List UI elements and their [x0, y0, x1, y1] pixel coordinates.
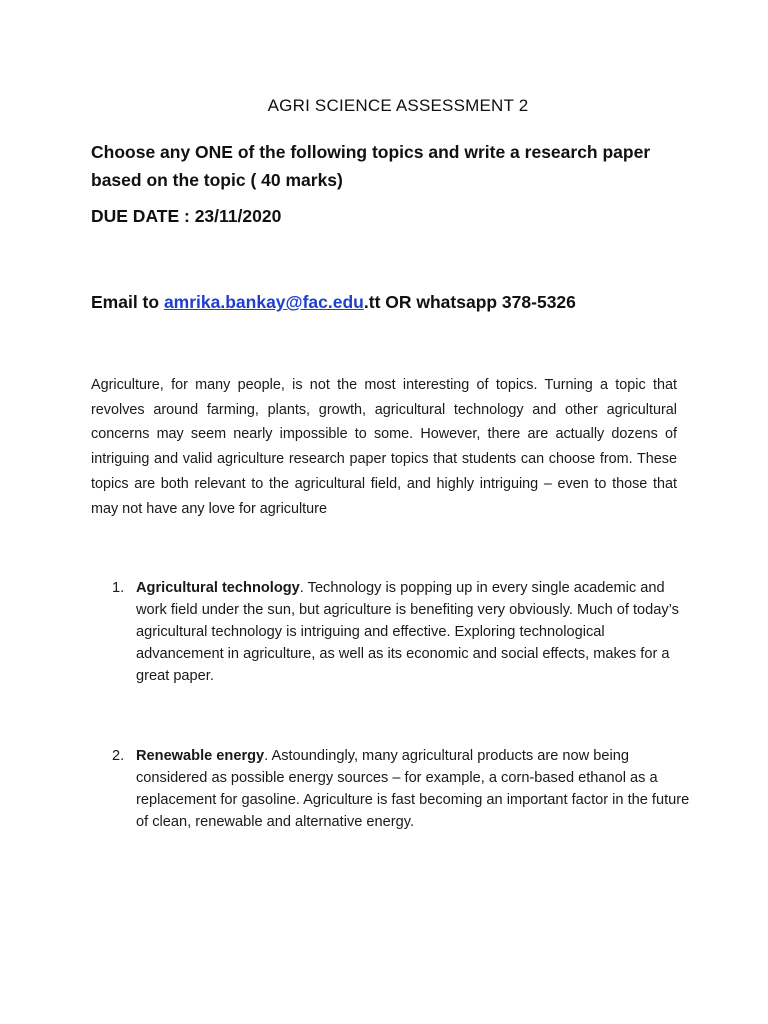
contact-suffix: .tt OR whatsapp 378-5326	[363, 292, 576, 312]
topic-name: Agricultural technology	[136, 580, 300, 596]
email-link[interactable]: amrika.bankay@fac.edu	[163, 292, 364, 312]
topic-number: 2.	[112, 748, 125, 764]
intro-paragraph: Agriculture, for many people, is not the most interesting of topics. Turning a topic that revolves around farming, plants, growth, agricultural technology and other agricultural concerns may seem nearly impossible to some. However, there are actually dozens of intriguing and valid agriculture research paper topics that students can choose from. These topics are both relevant to the agricultural field, and highly intriguing – even to those that may not have any love for agriculture	[91, 377, 677, 517]
document-title	[0, 96, 768, 116]
document-title-text: AGRI SCIENCE ASSESSMENT 2	[267, 96, 529, 115]
topic-item	[112, 745, 692, 833]
contact-line	[91, 292, 576, 313]
due-date: DUE DATE : 23/11/2020	[91, 206, 282, 226]
topic-body	[136, 577, 692, 687]
topic-item	[112, 577, 692, 687]
topic-number: 1.	[112, 580, 125, 596]
topic-description: . Astoundingly, many agricultural products are now being considered as possible energy sources – for example, a corn-based ethanol as a replacement for gasoline. Agriculture is fast becoming an important factor in the future of clean, renewable and alternative energy.	[136, 748, 690, 830]
topic-name: Renewable energy	[136, 748, 265, 764]
topic-body	[136, 745, 692, 833]
assignment-instruction: Choose any ONE of the following topics and write a research paper based on the topic ( 40 marks)	[91, 142, 651, 190]
contact-prefix: Email to	[91, 292, 164, 312]
topic-description: . Technology is popping up in every single academic and work field under the sun, but agriculture is benefiting very obviously. Much of today’s agricultural technology is intriguing and effective. Exploring technological advancement in agriculture, as well as its economic and social effects, makes for a great paper.	[136, 580, 679, 684]
